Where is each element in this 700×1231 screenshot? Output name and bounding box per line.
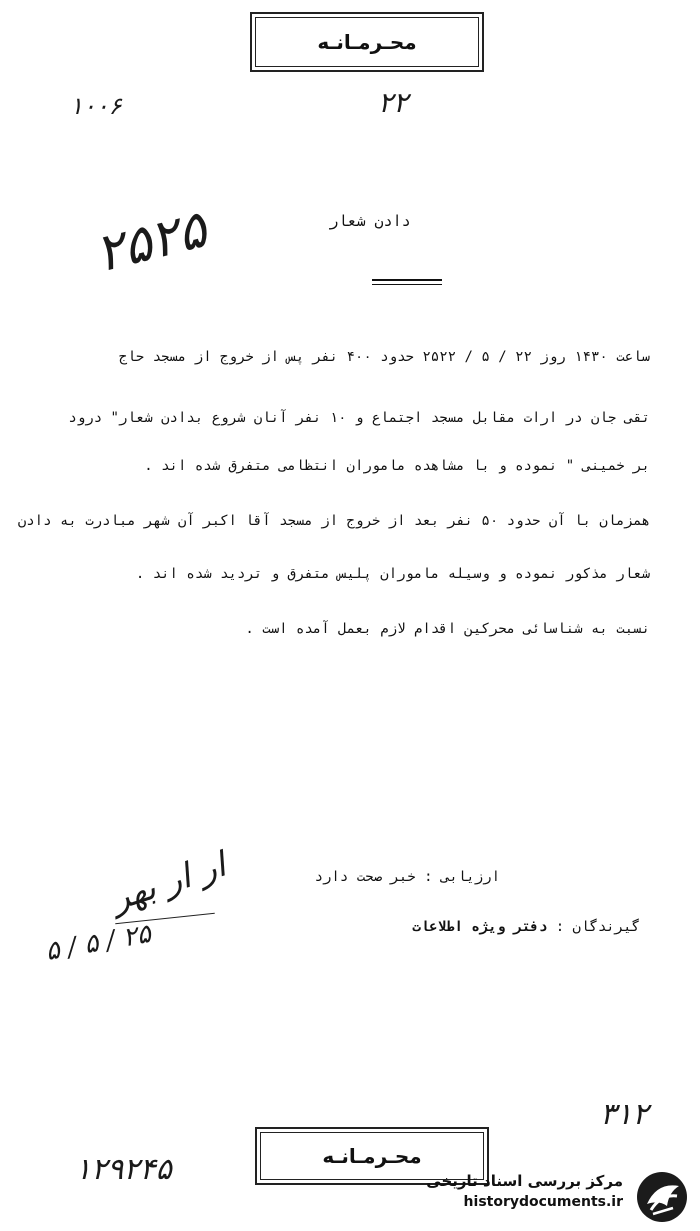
report-body-line: ساعت ۱۴۳۰ روز ۲۲ / ۵ / ۲۵۲۲ حدود ۴۰۰ نفر پس از خروج از مسجد حاج (118, 349, 650, 365)
recipients-line (412, 919, 640, 935)
classification-stamp-bottom: محـرمـانـه (255, 1127, 489, 1185)
handwritten-reference: ۲۵۲۵ (89, 199, 213, 285)
watermark-url: historydocuments.ir (463, 1194, 623, 1210)
archive-number: ۱۲۹۲۴۵ (75, 1152, 172, 1187)
recipients-label: گیرندگان : (555, 919, 640, 935)
handwritten-page-number: ۳۱۲ (600, 1097, 649, 1132)
page-number: ۲۲ (378, 86, 409, 119)
handwritten-signature: ار ار بهر (106, 844, 231, 920)
report-body-line: همزمان با آن حدود ۵۰ نفر بعد از خروج از مسجد آقا اکبر آن شهر مبادرت به دادن (17, 513, 650, 529)
report-body-line: بر خمینی " نموده و با مشاهده ماموران انتظامی متفرق شده اند . (144, 458, 650, 474)
archive-logo-icon (633, 1170, 691, 1224)
report-body-line: تقی جان در ارات مقابل مسجد اجتماع و ۱۰ نفر آنان شروع بدادن شعار" درود (68, 410, 650, 426)
handwritten-date: ۵ / ۵ / ۲۵ (43, 918, 154, 968)
report-body-line: نسبت به شناسائی محرکین اقدام لازم بعمل آمده است . (245, 621, 650, 637)
evaluation-line: ارزیابی : خبر صحت دارد (314, 869, 500, 885)
classification-stamp-top: محـرمـانـه (250, 12, 484, 72)
site-watermark (428, 1170, 693, 1226)
title-underline (372, 284, 442, 285)
watermark-title: مرکز بررسی اسناد تاریخی (426, 1172, 623, 1190)
recipients-value: دفتر ویژه اطلاعات (412, 919, 548, 935)
title-underline (372, 279, 442, 281)
document-number: ۱۰۰۶ (70, 92, 122, 120)
report-title: دادن شعار (329, 212, 411, 230)
report-body-line: شعار مذکور نموده و وسیله ماموران پلیس متفرق و تردید شده اند . (135, 566, 650, 582)
